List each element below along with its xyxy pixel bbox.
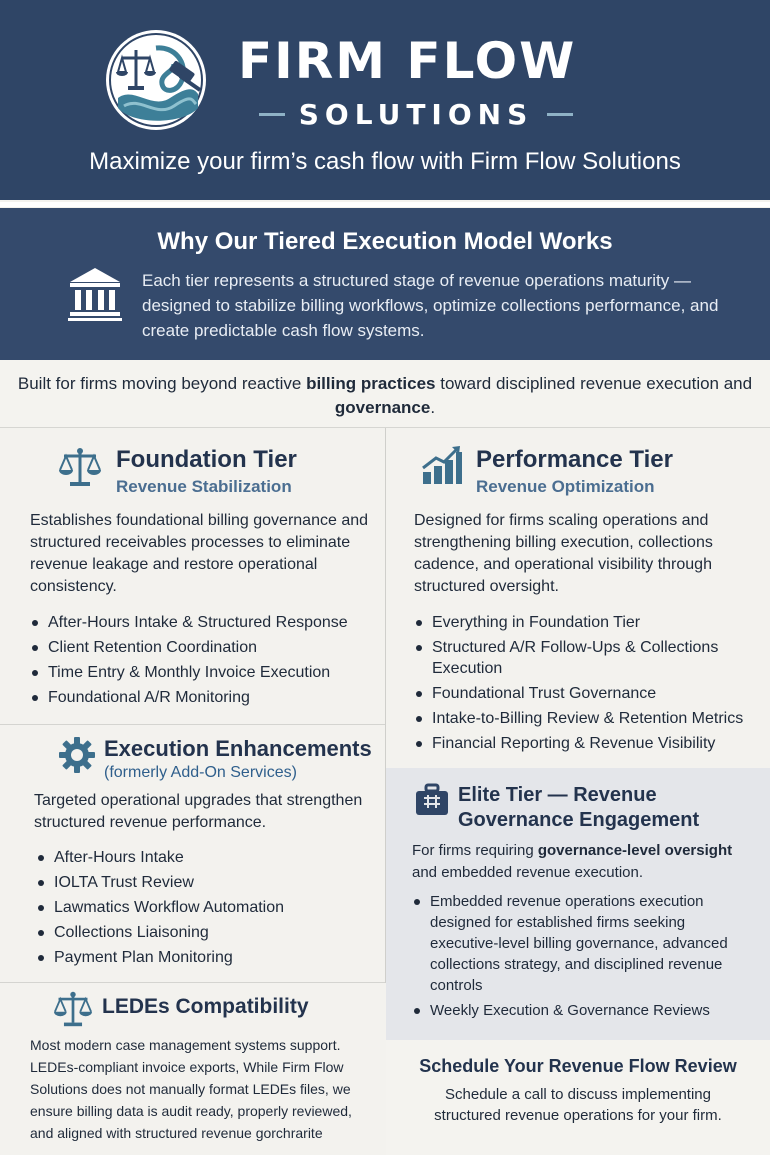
list-item: IOLTA Trust Review bbox=[36, 872, 366, 893]
section-divider bbox=[0, 724, 385, 725]
list-item: Structured A/R Follow-Ups & Collections Execution bbox=[414, 637, 759, 679]
brand-dash-right bbox=[547, 113, 573, 116]
built-for-text-3: . bbox=[430, 398, 436, 417]
scales-icon bbox=[52, 990, 94, 1028]
why-title: Why Our Tiered Execution Model Works bbox=[157, 228, 613, 255]
list-item: Foundational Trust Governance bbox=[414, 683, 759, 704]
why-text: Each tier represents a structured stage of revenue operations maturity — designed to stabilize billing workflows, optimize collections performance, and create predictable cash flow systems. bbox=[142, 271, 719, 340]
built-for-bold-1: billing practices bbox=[306, 374, 436, 393]
foundation-title: Foundation Tier bbox=[116, 446, 297, 473]
execution-description: Targeted operational upgrades that strengthen structured revenue performance. bbox=[34, 792, 363, 831]
growth-chart-icon bbox=[420, 444, 464, 486]
performance-list bbox=[414, 612, 759, 758]
briefcase-icon bbox=[414, 782, 450, 818]
elite-description bbox=[412, 840, 742, 884]
elite-desc-bold: governance-level oversight bbox=[537, 842, 733, 859]
list-item: Everything in Foundation Tier bbox=[414, 612, 759, 633]
list-item: Time Entry & Monthly Invoice Execution bbox=[30, 662, 375, 683]
why-section bbox=[0, 208, 770, 360]
ledes-text: Most modern case management systems support. LEDEs-compliant invoice exports, While Firm Flow Solutions does not manually format LEDEs files, we ensure billing data is audit ready, properly reviewed, and aligned with structured revenue gorchrarite bbox=[30, 1037, 352, 1141]
brand-name: FIRM FLOW bbox=[238, 32, 577, 90]
elite-list bbox=[412, 891, 757, 1025]
list-item: Intake-to-Billing Review & Retention Metrics bbox=[414, 708, 759, 729]
elite-desc-text-1: For firms requiring bbox=[412, 842, 538, 859]
brand-subtitle bbox=[240, 98, 592, 131]
execution-list bbox=[36, 847, 366, 972]
scales-icon bbox=[58, 446, 102, 488]
bank-building-icon bbox=[66, 264, 124, 322]
list-item: After-Hours Intake & Structured Response bbox=[30, 612, 375, 633]
list-item: Financial Reporting & Revenue Visibility bbox=[414, 733, 759, 754]
list-item: Foundational A/R Monitoring bbox=[30, 687, 375, 708]
list-item: Lawmatics Workflow Automation bbox=[36, 897, 366, 918]
scales-gavel-wave-logo bbox=[104, 28, 208, 132]
built-for-text-2: toward disciplined revenue execution and bbox=[435, 374, 753, 393]
ledes-title: LEDEs Compatibility bbox=[102, 995, 309, 1018]
built-for-statement bbox=[0, 360, 770, 428]
foundation-list bbox=[30, 612, 375, 712]
foundation-subtitle: Revenue Stabilization bbox=[116, 477, 292, 496]
cta-text: Schedule a call to discuss implementing structured revenue operations for your firm. bbox=[434, 1086, 722, 1124]
brand-subtitle-text: SOLUTIONS bbox=[298, 98, 534, 131]
tagline: Maximize your firm’s cash flow with Firm Flow Solutions bbox=[89, 148, 681, 175]
gear-icon bbox=[58, 736, 96, 774]
list-item: After-Hours Intake bbox=[36, 847, 366, 868]
performance-description: Designed for firms scaling operations and strengthening billing execution, collections cadence, and operational visibility through structured oversight. bbox=[414, 512, 713, 595]
performance-title: Performance Tier bbox=[476, 446, 673, 473]
foundation-description: Establishes foundational billing governance and structured receivables processes to eliminate revenue leakage and restore operational consistency. bbox=[30, 512, 369, 595]
cta-title: Schedule Your Revenue Flow Review bbox=[419, 1056, 737, 1076]
list-item: Weekly Execution & Governance Reviews bbox=[412, 1000, 757, 1021]
list-item: Collections Liaisoning bbox=[36, 922, 366, 943]
header-divider bbox=[0, 202, 770, 207]
elite-title: Elite Tier — Revenue Governance Engagement bbox=[458, 784, 700, 831]
list-item: Embedded revenue operations execution designed for established firms seeking executive-level billing governance, advanced collections strategy, and disciplined revenue controls bbox=[412, 891, 757, 996]
list-item: Client Retention Coordination bbox=[30, 637, 375, 658]
execution-subtitle: (formerly Add-On Services) bbox=[104, 764, 297, 781]
execution-title: Execution Enhancements bbox=[104, 736, 372, 761]
elite-desc-text-2: and embedded revenue execution. bbox=[412, 864, 644, 881]
list-item: Payment Plan Monitoring bbox=[36, 947, 366, 968]
performance-subtitle: Revenue Optimization bbox=[476, 477, 655, 496]
built-for-bold-2: governance bbox=[334, 398, 431, 417]
section-divider bbox=[0, 982, 385, 983]
built-for-text-1: Built for firms moving beyond reactive bbox=[17, 374, 307, 393]
hero-header bbox=[0, 0, 770, 200]
brand-dash-left bbox=[259, 113, 285, 116]
